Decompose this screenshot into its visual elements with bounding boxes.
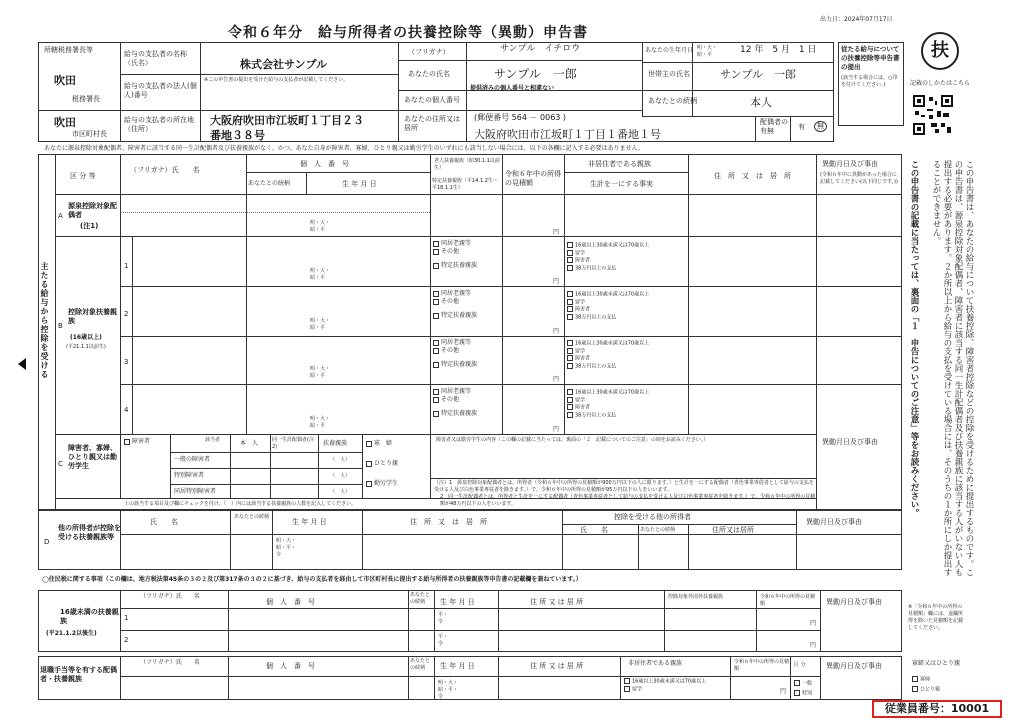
- left-arrow-icon: [18, 358, 26, 370]
- wb-single-label: ひとり親: [920, 686, 941, 693]
- col-birth: 生 年 月 日: [342, 180, 377, 188]
- address-value[interactable]: 大阪府吹田市江坂町１丁目１番地１号: [474, 128, 661, 141]
- elder-same-label: 同居老親等: [441, 388, 472, 395]
- b-era-4: 明・大・昭・平: [310, 416, 331, 429]
- ret-general: [794, 680, 812, 688]
- section-d-label: 他の所得者が控除を受ける扶養親族等: [58, 524, 121, 541]
- disabled-label: 障害者: [575, 257, 591, 264]
- disabled-label: 障害者: [575, 306, 591, 313]
- expense-label: 38万円以上の支払: [575, 265, 617, 271]
- other-label: その他: [441, 248, 460, 255]
- section-b-label: 控除対象扶養親族: [68, 308, 117, 325]
- nonres-options-row3: [567, 340, 687, 370]
- expense-label: 38万円以上の支払: [575, 412, 617, 418]
- d-op-name: 氏 名: [580, 526, 608, 534]
- c-student: [366, 480, 398, 488]
- right-bold: この申告書の記載に当たっては、裏面の「１ 申告についてのご注意」等をお読みください。: [909, 160, 919, 517]
- row-2-number: 2: [124, 310, 129, 318]
- form-title: 令和６年分 給与所得者の扶養控除等（異動）申告書: [228, 25, 588, 41]
- c-dependent: 扶養親族: [323, 440, 348, 447]
- d-relation: あなたとの続柄: [234, 514, 270, 520]
- tax-office[interactable]: 吹田: [54, 74, 76, 87]
- u16-row2: 2: [124, 636, 129, 644]
- ret-furigana-name: （フリガナ）氏 名: [140, 659, 200, 666]
- wb-widow-label: 寡婦: [920, 676, 931, 683]
- student-label: 留学: [575, 397, 586, 403]
- furigana-label: （フリガナ）: [408, 48, 450, 56]
- row-3-number: 3: [124, 358, 129, 366]
- wb-single-checkbox[interactable]: [912, 686, 918, 692]
- specific-label: 特定扶養親族: [441, 262, 478, 269]
- student-checkbox[interactable]: [567, 299, 573, 305]
- fu-badge: 扶: [921, 32, 959, 70]
- widow-box-single: [912, 686, 940, 694]
- payer-address-line1[interactable]: 大阪府吹田市江坂町１丁目２３: [210, 114, 364, 127]
- c-relevant: 該当者: [205, 437, 221, 443]
- payer-name-label: 給与の支払者の名称（氏名）: [124, 50, 187, 67]
- d-other-payer: 控除を受ける他の所得者: [614, 513, 691, 521]
- u16-era-2: 平・令: [438, 634, 449, 647]
- address-label: あなたの住所又は居所: [404, 115, 460, 132]
- c-ppl-1: （ 人）: [330, 457, 351, 463]
- single-checkbox[interactable]: [366, 461, 372, 467]
- u16-relation: あなたとの続柄: [410, 592, 431, 605]
- furigana-value[interactable]: サンプル イチロウ: [500, 44, 581, 54]
- resident-tax-heading: ◯住民税に関する事項（この欄は、地方税法第45条の３の２及び第317条の３の２に基づき、給与の支払者を経由して市区町村長に提出する給与所得者の扶養親族等申告書の記載欄を兼ねています。）: [42, 576, 582, 583]
- left-side-label: 主たる給与から控除を受ける: [40, 262, 49, 379]
- ret-general-label: 一般: [802, 680, 813, 687]
- ret-nonres: 非居住者である親族: [628, 660, 683, 667]
- notes-2: 2 同一生計配偶者とは、所得者と生計を一にする配偶者（青色事業専従者として給与の支払を受ける人及び白色事業専従者を除きます。）で、令和６年中の所得の見積額が48万円以下の人をいいます。: [440, 494, 816, 507]
- u16-furigana-name: （フリガナ）氏 名: [140, 593, 200, 600]
- payer-number-label: 給与の支払者の法人(個人)番号: [124, 82, 197, 99]
- d-era: 明・大・昭・平・令: [276, 538, 297, 558]
- elder-same-label: 同居老親等: [441, 240, 472, 247]
- age-checkbox[interactable]: [567, 242, 573, 248]
- nonres-options-row2: [567, 291, 687, 321]
- birth-era: 明・大・昭・平: [697, 45, 718, 58]
- side-note-sub: (該当する場合には、○印を付けてください。): [841, 75, 898, 88]
- head-label: 世帯主の氏名: [648, 70, 690, 78]
- c-widow: [366, 440, 392, 448]
- col-income: 令和６年中の所得の見積額: [505, 170, 561, 187]
- elder-same-checkbox[interactable]: [433, 291, 439, 297]
- ret-general-checkbox[interactable]: [794, 680, 800, 686]
- qr-caption: 記載のしかたはこちら: [910, 80, 971, 87]
- employee-number[interactable]: 従業員番号：10001: [872, 700, 1002, 718]
- other-label: その他: [441, 396, 460, 403]
- ret-age-label: 16歳以上30歳未満又は70歳以上: [632, 678, 707, 685]
- student-label: 留学: [575, 348, 586, 354]
- city[interactable]: 吹田: [54, 116, 76, 129]
- b-options-row1: [433, 240, 501, 270]
- section-c-letter: C: [58, 460, 63, 468]
- u16-kojin: 個 人 番 号: [266, 598, 315, 606]
- a-yen: 円: [553, 229, 560, 236]
- submit-date: 出力日：2024年07月17日: [820, 16, 893, 23]
- relation-label: あなたとの続柄: [648, 97, 697, 105]
- ret-address: 住 所 又 は 居 所: [530, 662, 584, 670]
- b-era-3: 明・大・昭・平: [310, 366, 331, 379]
- b-yen-4: 円: [553, 426, 560, 433]
- expense-checkbox[interactable]: [567, 314, 573, 320]
- name-value[interactable]: サンプル 一郎: [494, 67, 577, 81]
- ret-special-label: 特別: [802, 690, 813, 697]
- my-number-label: あなたの個人番号: [404, 96, 460, 104]
- section-c-label: 障害者、寡婦、ひとり親又は勤労学生: [68, 444, 117, 470]
- ret-age-checkbox[interactable]: [624, 678, 630, 684]
- under16-label2: (平21.1.2以後生): [46, 630, 97, 637]
- student-checkbox[interactable]: [567, 250, 573, 256]
- c-bottom-note: 上の該当する項目及び欄にチェックを付け、（ ）内には該当する扶養親族の人数を記入してください。: [124, 501, 357, 507]
- other-label: その他: [441, 298, 460, 305]
- tax-office-suffix: 税務署長: [72, 95, 100, 103]
- age-checkbox[interactable]: [567, 340, 573, 346]
- side-note: 従たる給与についての扶養控除等申告書の提出: [841, 45, 900, 71]
- relation-value[interactable]: 本人: [750, 96, 772, 109]
- elder-same-label: 同居老親等: [441, 339, 472, 346]
- ret-student-checkbox[interactable]: [624, 686, 630, 692]
- ret-yen: 円: [780, 688, 787, 695]
- my-number-value[interactable]: 提供済みの個人番号と相違ない: [470, 85, 555, 92]
- expense-checkbox[interactable]: [567, 265, 573, 271]
- payer-name[interactable]: 株式会社サンプル: [240, 58, 328, 71]
- spouse-no[interactable]: 無: [814, 121, 827, 132]
- birth-value[interactable]: 12 年 5 月 1 日: [740, 45, 817, 55]
- single-label: ひとり親: [374, 460, 399, 467]
- section-d-letter: D: [44, 538, 50, 546]
- d-birth: 生 年 月 日: [292, 518, 327, 526]
- d-change: 異動月日及び事由: [806, 518, 862, 526]
- ret-nonres-opts: [624, 678, 728, 693]
- ret-change: 異動月日及び事由: [826, 662, 882, 670]
- spouse-yes[interactable]: 有: [798, 123, 805, 131]
- birth-label: あなたの生年月日: [645, 47, 694, 54]
- u16-row1: 1: [124, 614, 129, 622]
- elder-same-checkbox[interactable]: [433, 340, 439, 346]
- other-checkbox[interactable]: [433, 249, 439, 255]
- b-options-row3: [433, 339, 501, 369]
- retire-label: 退職手当等を有する配偶者・扶養親族: [40, 666, 117, 683]
- expense-label: 38万円以上の支払: [575, 363, 617, 369]
- b-options-row4: [433, 388, 501, 418]
- wb-widow-checkbox[interactable]: [912, 676, 918, 682]
- d-op-address: 住所又は居所: [712, 526, 754, 534]
- c-same-spouse: 同一生計配偶者(注2): [272, 437, 314, 450]
- elder-same-checkbox[interactable]: [433, 241, 439, 247]
- section-b-note: (16歳以上): [70, 334, 102, 341]
- qr-code-icon: [913, 95, 953, 135]
- age-label: 16歳以上30歳未満又は70歳以上: [575, 242, 650, 249]
- ret-student-label: 留学: [632, 686, 643, 692]
- col-nonresident: 非居住者である親族: [588, 160, 651, 168]
- u16-income: 令和６年中の所得の見積額: [760, 594, 816, 607]
- u16-era-1: 平・令: [438, 612, 449, 625]
- expense-label: 38万円以上の支払: [575, 314, 617, 320]
- col-kojin: 個 人 番 号: [300, 160, 349, 168]
- col-change-note: (令和６年中に異動があった場合に記載してください(以下同じです。)): [820, 172, 898, 185]
- c-special: 特別障害者: [174, 472, 205, 479]
- c-disabled: [124, 438, 150, 446]
- nonres-options-row4: [567, 389, 687, 419]
- u16-change: 異動月日及び事由: [826, 598, 882, 606]
- col-elder: 老人扶養親族（昭30.1.1以前生）: [434, 158, 500, 171]
- postal-code[interactable]: (郵便番号 564 － 0063 ): [474, 113, 567, 122]
- col-relation: あなたとの続柄: [248, 180, 291, 187]
- student-checkbox[interactable]: [567, 348, 573, 354]
- d-address: 住 所 又 は 居 所: [410, 518, 487, 526]
- c-change: 異動月日及び事由: [822, 438, 878, 446]
- under16-label: 16歳未満の扶養親族: [60, 608, 119, 625]
- expense-checkbox[interactable]: [567, 363, 573, 369]
- nonres-options-row1: [567, 242, 687, 272]
- b-yen-1: 円: [553, 278, 560, 285]
- c-disabled-label: 障害者: [132, 438, 151, 445]
- section-b-letter: B: [58, 322, 63, 330]
- ret-relation: あなたとの続柄: [410, 658, 431, 671]
- notes-1: （注）1 源泉控除対象配偶者とは、所得者（令和６年中の所得の見積額が900万円以下の人に限ります。）と生計を一にする配偶者（青色事業専従者として給与の支払を受ける人及び白色事業専従者を除きます。）で、令和６年中の所得の見積額が95万円以下の人をいいます。: [434, 480, 814, 493]
- student-label: 留学: [575, 299, 586, 305]
- age-label: 16歳以上30歳未満又は70歳以上: [575, 291, 650, 298]
- disabled-checkbox[interactable]: [567, 257, 573, 263]
- specific-checkbox[interactable]: [433, 411, 439, 417]
- col-change: 異動月日及び事由: [822, 160, 878, 168]
- row-1-number: 1: [124, 262, 129, 270]
- ret-special: [794, 690, 812, 698]
- b-era-2: 明・大・昭・平: [310, 318, 331, 331]
- disabled-label: 障害者: [575, 404, 591, 411]
- main-table: [38, 154, 902, 510]
- widow-label: 寡 婦: [374, 440, 393, 447]
- b-yen-3: 円: [553, 376, 560, 383]
- student-label: 留学: [575, 250, 586, 256]
- specific-checkbox[interactable]: [433, 263, 439, 269]
- d-name: 氏 名: [150, 518, 178, 526]
- elder-same-label: 同居老親等: [441, 290, 472, 297]
- col-same-living: 生計を一にする事実: [590, 180, 653, 188]
- u16-overseas: 控除対象外国外扶養親族: [668, 594, 724, 600]
- widow-checkbox[interactable]: [366, 441, 372, 447]
- col-furigana-name: （フリガナ）氏 名: [130, 166, 200, 174]
- disabled-label: 障害者: [575, 355, 591, 362]
- widow-box-widow: [912, 676, 930, 684]
- spouse-label: 配偶者の有無: [760, 118, 788, 135]
- c-single: [366, 460, 398, 468]
- other-checkbox[interactable]: [433, 348, 439, 354]
- payer-address-label: 給与の支払者の所在地（住所）: [124, 116, 194, 133]
- c-cohab-special: 同居特別障害者: [174, 488, 217, 495]
- age-label: 16歳以上30歳未満又は70歳以上: [575, 389, 650, 396]
- u16-yen-1: 円: [810, 620, 817, 627]
- c-ppl-3: （ 人）: [330, 489, 351, 495]
- c-disabled-checkbox[interactable]: [124, 439, 130, 445]
- ret-birth: 生 年 月 日: [440, 662, 475, 670]
- specific-label: 特定扶養親族: [441, 361, 478, 368]
- u16-address: 住 所 又 は 居 所: [530, 598, 584, 606]
- student-c-checkbox[interactable]: [366, 481, 372, 487]
- side-note-box: [838, 42, 904, 126]
- b-options-row2: [433, 290, 501, 320]
- u16-yen-2: 円: [810, 642, 817, 649]
- u16-birth: 生 年 月 日: [440, 598, 475, 606]
- disabled-checkbox[interactable]: [567, 355, 573, 361]
- section-a-label: 源泉控除対象配偶者: [68, 202, 117, 219]
- other-checkbox[interactable]: [433, 397, 439, 403]
- section-b-note2: (平21.1.1以前生): [66, 344, 106, 350]
- age-label: 16歳以上30歳未満又は70歳以上: [575, 340, 650, 347]
- a-era: 明・大・昭・平: [310, 220, 331, 233]
- specific-label: 特定扶養親族: [441, 312, 478, 319]
- c-ppl-2: （ 人）: [330, 473, 351, 479]
- ret-kojin: 個 人 番 号: [266, 662, 315, 670]
- right-instructions: この申告書は、あなたの給与について扶養控除、障害者控除などの控除を受けるために提出するものです。この申告書は、源泉控除対象配偶者、障害者に該当する同一生計配偶者及び扶養親族に該当する人がいない人も提出する必要があります。２か所以上から給与の支払を受けている場合には、そのうちの１か所にしか提出することができません。: [931, 160, 974, 577]
- specific-checkbox[interactable]: [433, 362, 439, 368]
- ret-era: 明・大・昭・平・令: [438, 680, 459, 700]
- elder-same-checkbox[interactable]: [433, 389, 439, 395]
- payer-address-line2[interactable]: 番地３８号: [210, 129, 265, 142]
- other-label: その他: [441, 347, 460, 354]
- other-checkbox[interactable]: [433, 299, 439, 305]
- student-checkbox[interactable]: [567, 397, 573, 403]
- name-label: あなたの氏名: [408, 70, 450, 78]
- ret-income: 令和６年中の所得の見積額: [734, 659, 790, 672]
- b-era-1: 明・大・昭・平: [310, 268, 331, 281]
- payer-number-note: ※この申告書の提出を受けた給与の支払者が記載してください。: [204, 77, 349, 83]
- widow-note: ※「令和６年中の所得の見積額」欄には、退職所得を除いた見積額を記載してください。: [908, 604, 964, 631]
- col-address: 住 所 又 は 居 所: [714, 172, 791, 180]
- disabled-checkbox[interactable]: [567, 404, 573, 410]
- c-content: 障害者又は勤労学生の内容（この欄の記載に当たっては、裏面の「２ 記載についてのご注意」の⑻をお読みください。）: [436, 437, 709, 443]
- age-checkbox[interactable]: [567, 291, 573, 297]
- tax-office-label: 所轄税務署長等: [44, 46, 93, 54]
- d-op-relation: あなたとの続柄: [640, 527, 676, 533]
- c-self: 本 人: [240, 440, 259, 447]
- ret-special-checkbox[interactable]: [794, 690, 800, 696]
- col-kubun: 区 分 等: [70, 172, 96, 180]
- notice-text: あなたに源泉控除対象配偶者、障害者に該当する同一生計配偶者及び扶養親族がなく、かつ、あなた自身が障害者、寡婦、ひとり親又は勤労学生のいずれにも該当しない場合には、以下の各欄に記入する必要はありません。: [44, 145, 645, 152]
- c-general: 一般の障害者: [174, 456, 211, 463]
- section-a-letter: A: [58, 212, 63, 220]
- expense-checkbox[interactable]: [567, 412, 573, 418]
- age-checkbox[interactable]: [567, 389, 573, 395]
- specific-checkbox[interactable]: [433, 313, 439, 319]
- b-yen-2: 円: [553, 328, 560, 335]
- specific-label: 特定扶養親族: [441, 410, 478, 417]
- head-value[interactable]: サンプル 一郎: [720, 68, 797, 81]
- col-specific: 特定扶養親族（平14.1.2生～平18.1.1生）: [432, 178, 498, 191]
- widow-box-label: 寡婦又はひとり親: [912, 660, 961, 667]
- ret-kubun: 区 分: [794, 662, 806, 668]
- city-suffix: 市区町村長: [72, 130, 107, 138]
- section-a-note: (注1): [80, 222, 99, 230]
- row-4-number: 4: [124, 406, 129, 414]
- student-c-label: 勤労学生: [374, 480, 399, 487]
- disabled-checkbox[interactable]: [567, 306, 573, 312]
